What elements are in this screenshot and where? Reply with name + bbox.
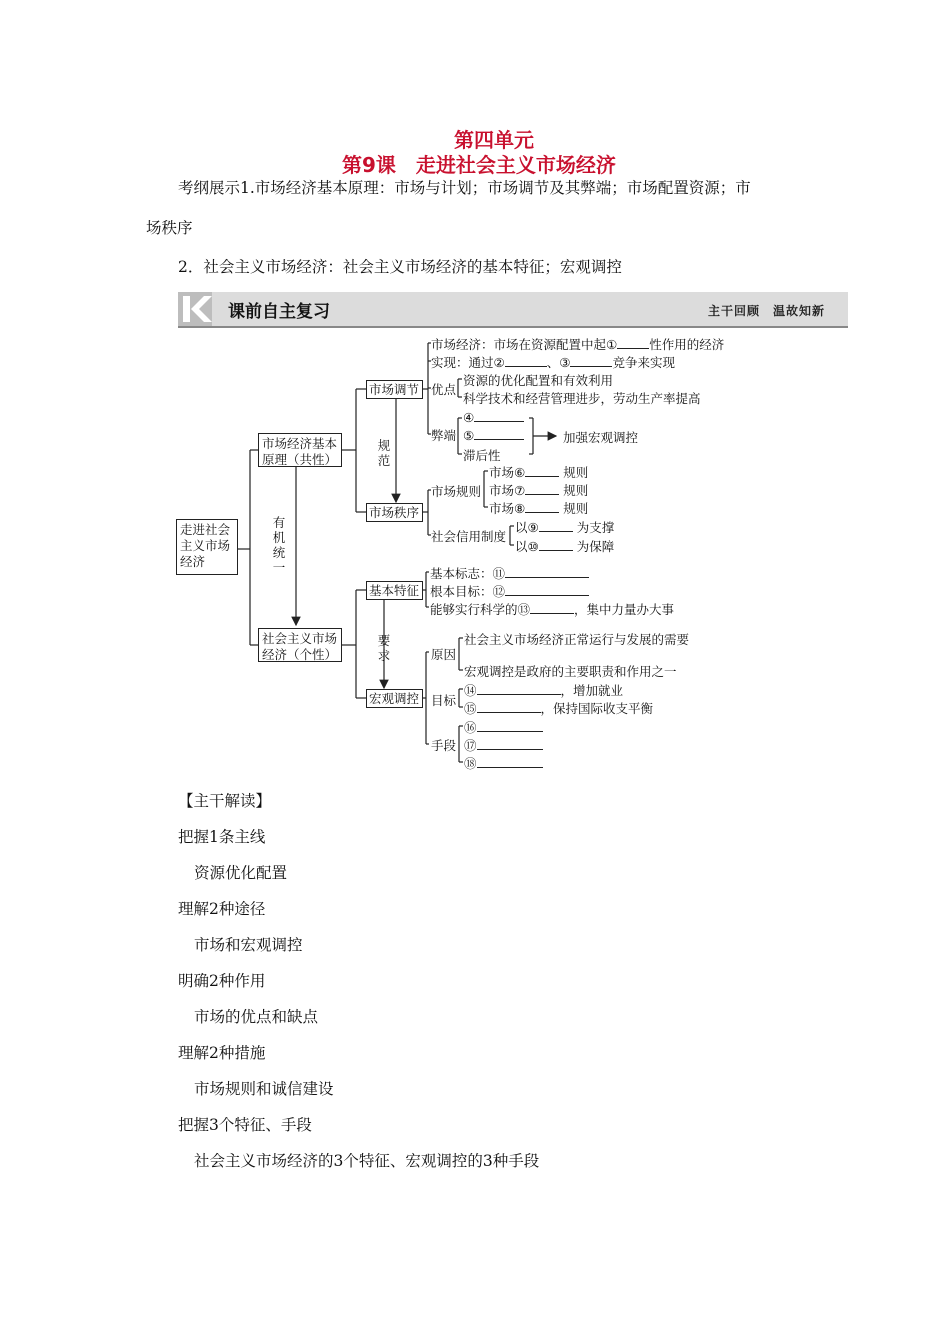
means-3: ⑱ <box>464 754 543 772</box>
drawback-1: ④ <box>463 409 524 425</box>
feature-3: 能够实行科学的⑬ ，集中力量办大事 <box>430 602 675 617</box>
basic-features-box: 基本特征 <box>366 581 423 600</box>
rule-2: 市场⑦ 规则 <box>489 483 589 498</box>
goal-1: ⑭ ，增加就业 <box>464 683 624 698</box>
means-label: 手段 <box>431 738 457 753</box>
credit-system-label: 社会信用制度 <box>431 529 507 544</box>
principle-box: 市场经济基本原理（共性） <box>258 433 342 467</box>
tj-item-2: 实现：通过② 、③ 竞争来实现 <box>431 355 675 370</box>
reading-item-2-title: 理解2种途径 <box>178 900 266 918</box>
unit-title: 第四单元 <box>454 128 534 152</box>
drawback-2: ⑤ <box>463 427 524 443</box>
credit-1: 以⑨ 为支撑 <box>515 520 615 535</box>
reasons-label: 原因 <box>431 647 457 662</box>
connector-regulate: 规范 <box>377 438 391 468</box>
root-box: 走进社会主义市场经济 <box>176 519 238 575</box>
banner-subtitle: 主干回顾 温故知新 <box>708 304 826 318</box>
advantage-2: 科学技术和经营管理进步，劳动生产率提高 <box>463 391 701 406</box>
reading-item-5-detail: 社会主义市场经济的3个特征、宏观调控的3种手段 <box>194 1152 540 1170</box>
market-regulation-box: 市场调节 <box>366 380 423 399</box>
reading-item-1-detail: 资源优化配置 <box>194 864 288 882</box>
reading-heading: 【主干解读】 <box>178 792 272 810</box>
lesson-title: 第9课 走进社会主义市场经济 <box>342 153 616 177</box>
outline-line-1: 考纲展示1.市场经济基本原理：市场与计划；市场调节及其弊端；市场配置资源；市 <box>178 179 751 197</box>
feature-2: 根本目标：⑫ <box>430 582 589 600</box>
means-1: ⑯ <box>464 718 543 736</box>
reading-item-2-detail: 市场和宏观调控 <box>194 936 303 954</box>
reason-2: 宏观调控是政府的主要职责和作用之一 <box>464 664 677 679</box>
connector-organic-unity: 有机统一 <box>272 515 286 575</box>
outline-line-1-cont: 场秩序 <box>146 219 193 237</box>
connector-require: 要求 <box>377 633 391 663</box>
market-order-box: 市场秩序 <box>366 503 423 522</box>
means-2: ⑰ <box>464 736 543 754</box>
rule-3: 市场⑧ 规则 <box>489 501 589 516</box>
market-rules-label: 市场规则 <box>431 484 482 499</box>
drawbacks-label: 弊端 <box>431 428 457 443</box>
credit-2: 以⑩ 为保障 <box>515 539 615 554</box>
goals-label: 目标 <box>431 693 457 708</box>
reading-item-5-title: 把握3个特征、手段 <box>178 1116 312 1134</box>
socialist-box: 社会主义市场经济（个性） <box>258 628 342 662</box>
tj-item-1: 市场经济：市场在资源配置中起① 性作用的经济 <box>431 337 725 352</box>
feature-1: 基本标志：⑪ <box>430 564 589 582</box>
reading-item-4-detail: 市场规则和诚信建设 <box>194 1080 334 1098</box>
rule-1: 市场⑥ 规则 <box>489 465 589 480</box>
reason-1: 社会主义市场经济正常运行与发展的需要 <box>464 632 690 647</box>
reading-item-3-detail: 市场的优点和缺点 <box>194 1008 319 1026</box>
reading-item-1-title: 把握1条主线 <box>178 828 266 846</box>
advantages-label: 优点 <box>431 382 457 397</box>
banner-title: 课前自主复习 <box>228 302 330 322</box>
reading-item-3-title: 明确2种作用 <box>178 972 266 990</box>
drawback-result: 加强宏观调控 <box>563 430 639 445</box>
drawback-3: 滞后性 <box>463 448 501 463</box>
macro-control-box: 宏观调控 <box>366 689 423 708</box>
reading-item-4-title: 理解2种措施 <box>178 1044 266 1062</box>
advantage-1: 资源的优化配置和有效利用 <box>463 373 614 388</box>
goal-2: ⑮ ，保持国际收支平衡 <box>464 701 654 716</box>
outline-line-2: 2．社会主义市场经济：社会主义市场经济的基本特征；宏观调控 <box>178 258 622 276</box>
